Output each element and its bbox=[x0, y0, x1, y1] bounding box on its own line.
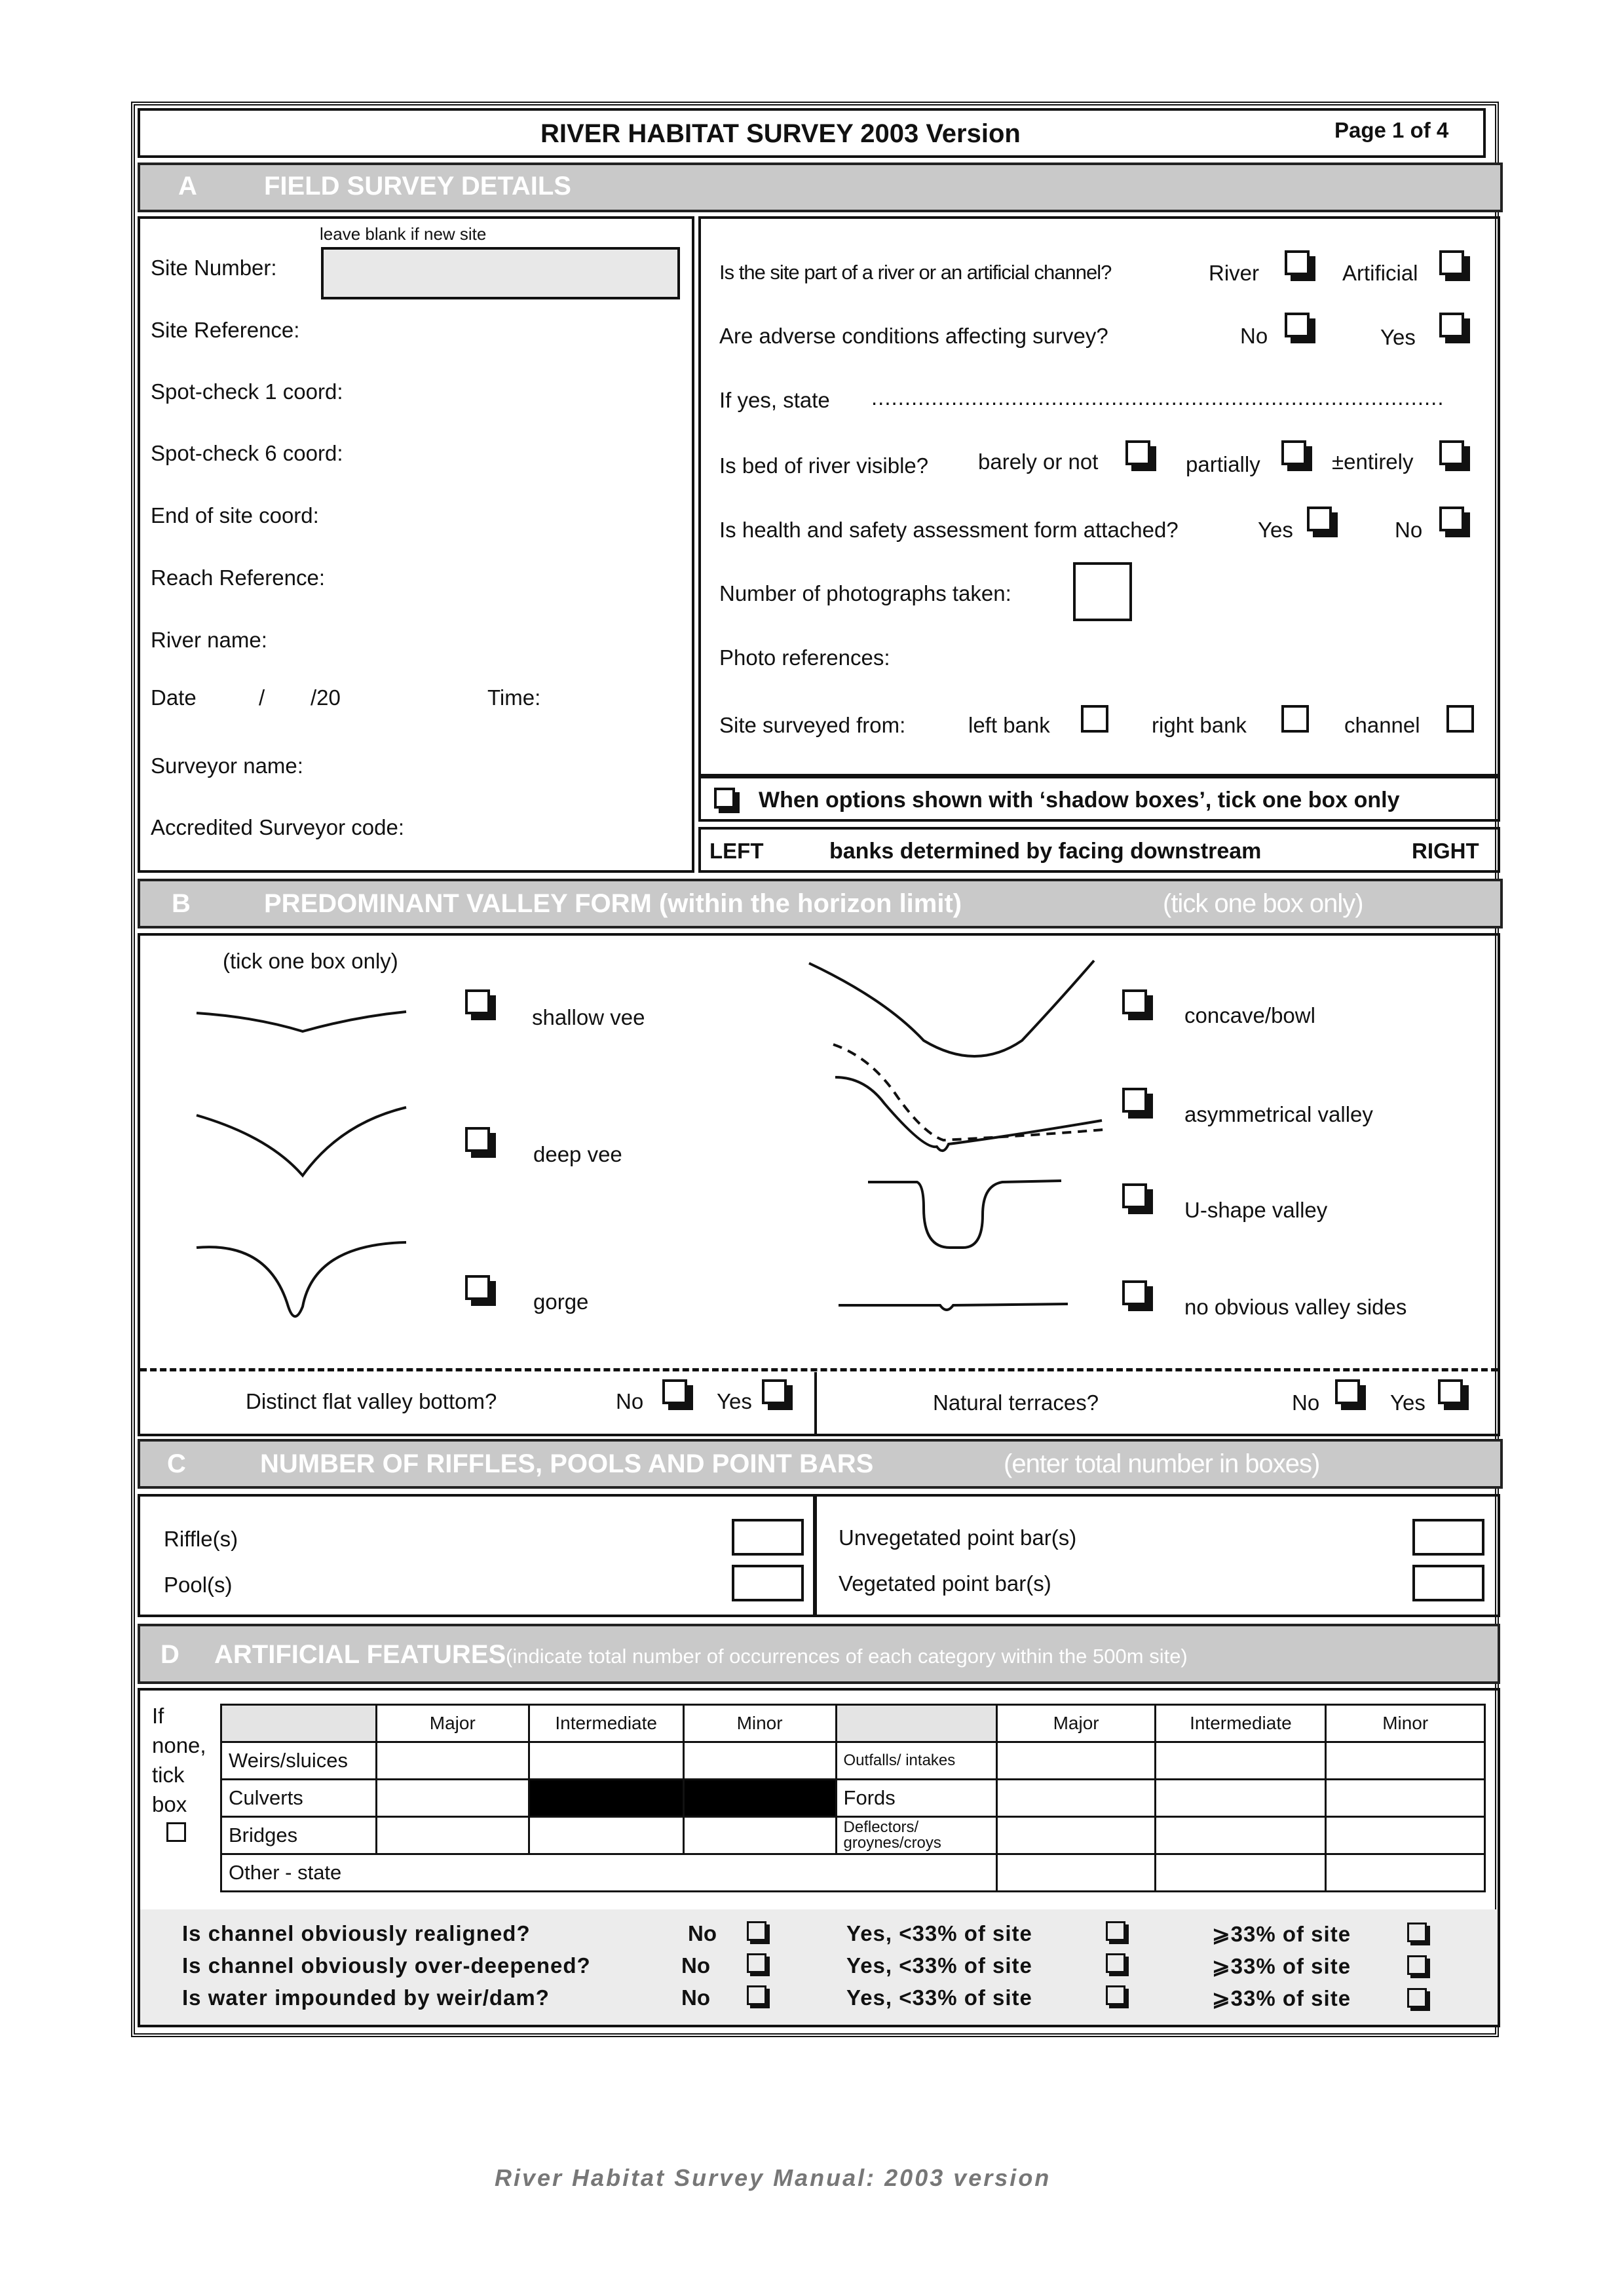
shadow-box-example bbox=[714, 788, 735, 809]
col-major-right: Major bbox=[996, 1705, 1156, 1742]
bridges-label: Bridges bbox=[221, 1817, 377, 1854]
table-row bbox=[221, 1854, 1485, 1892]
date-year: /20 bbox=[311, 685, 341, 710]
culverts-intermediate-blocked bbox=[529, 1780, 683, 1817]
over-deepened-yes-checkbox[interactable] bbox=[1106, 1953, 1125, 1973]
impounded-yes-checkbox[interactable] bbox=[1106, 1985, 1125, 2005]
shallow-vee-label: shallow vee bbox=[532, 1005, 645, 1029]
adverse-question: Are adverse conditions affecting survey? bbox=[719, 324, 1108, 348]
other-minor-cell[interactable] bbox=[1326, 1854, 1485, 1892]
adverse-yes-label: Yes bbox=[1380, 325, 1416, 349]
artificial-features-table bbox=[220, 1704, 1486, 1892]
end-of-site-label: End of site coord: bbox=[151, 503, 319, 527]
section-b-note: (tick one box only) bbox=[1163, 889, 1363, 918]
bridges-intermediate-cell[interactable] bbox=[529, 1817, 683, 1854]
fords-intermediate-cell[interactable] bbox=[1156, 1780, 1326, 1817]
photo-references-label: Photo references: bbox=[719, 645, 890, 670]
outfalls-major-cell[interactable] bbox=[996, 1742, 1156, 1780]
valley-bottom-divider bbox=[814, 1372, 817, 1435]
bed-barely-label: barely or not bbox=[978, 450, 1099, 474]
u-shape-valley-label: U-shape valley bbox=[1184, 1198, 1328, 1222]
photographs-count-input[interactable] bbox=[1073, 562, 1132, 621]
weirs-minor-cell[interactable] bbox=[683, 1742, 836, 1780]
fords-minor-cell[interactable] bbox=[1326, 1780, 1485, 1817]
impounded-more-label: ⩾33% of site bbox=[1212, 1986, 1351, 2010]
impounded-no-label: No bbox=[681, 1985, 710, 2010]
health-safety-question: Is health and safety assessment form attached? bbox=[719, 518, 1179, 542]
site-number-label: Site Number: bbox=[151, 256, 277, 280]
unvegetated-bars-input[interactable] bbox=[1412, 1519, 1484, 1556]
terraces-yes-checkbox[interactable] bbox=[1438, 1379, 1463, 1404]
river-name-label: River name: bbox=[151, 628, 267, 652]
bed-partially-label: partially bbox=[1186, 452, 1260, 476]
site-number-hint: leave blank if new site bbox=[320, 224, 487, 244]
page-number: Page 1 of 4 bbox=[1334, 118, 1449, 142]
culverts-minor-blocked bbox=[683, 1780, 836, 1817]
riffles-pools-panel bbox=[138, 1494, 816, 1617]
artificial-option-label: Artificial bbox=[1342, 261, 1418, 285]
adverse-no-label: No bbox=[1240, 324, 1268, 348]
vegetated-bars-input[interactable] bbox=[1412, 1565, 1484, 1601]
deep-vee-checkbox[interactable] bbox=[465, 1127, 490, 1152]
asymmetric-valley-checkbox[interactable] bbox=[1122, 1088, 1147, 1113]
health-no-checkbox[interactable] bbox=[1439, 507, 1464, 531]
concave-bowl-profile bbox=[809, 961, 1094, 1056]
no-valley-sides-label: no obvious valley sides bbox=[1184, 1295, 1407, 1319]
valley-tick-note: (tick one box only) bbox=[223, 949, 398, 973]
right-bank-checkbox[interactable] bbox=[1281, 705, 1309, 733]
bed-entirely-label: ±entirely bbox=[1332, 450, 1414, 474]
u-shape-profile bbox=[868, 1181, 1061, 1248]
spot-check-1-label: Spot-check 1 coord: bbox=[151, 379, 343, 404]
site-reference-label: Site Reference: bbox=[151, 318, 300, 342]
deflectors-minor-cell[interactable] bbox=[1326, 1817, 1485, 1854]
section-d-letter: D bbox=[161, 1640, 179, 1669]
surveyor-name-label: Surveyor name: bbox=[151, 754, 303, 778]
realigned-question: Is channel obviously realigned? bbox=[182, 1921, 531, 1945]
col-minor-left: Minor bbox=[683, 1705, 836, 1742]
site-number-input[interactable] bbox=[321, 247, 680, 299]
weirs-intermediate-cell[interactable] bbox=[529, 1742, 683, 1780]
date-label: Date bbox=[151, 685, 197, 710]
terraces-no-label: No bbox=[1292, 1390, 1320, 1415]
bridges-minor-cell[interactable] bbox=[683, 1817, 836, 1854]
if-none-line-2: none, bbox=[152, 1733, 206, 1757]
over-deepened-yes-label: Yes, <33% of site bbox=[846, 1953, 1032, 1978]
left-bank-label: left bank bbox=[968, 713, 1050, 737]
shallow-vee-checkbox[interactable] bbox=[465, 989, 490, 1014]
photographs-question: Number of photographs taken: bbox=[719, 581, 1011, 605]
banks-note-text: banks determined by facing downstream bbox=[829, 839, 1262, 864]
if-none-line-1: If bbox=[152, 1704, 164, 1728]
flat-valley-no-label: No bbox=[616, 1389, 644, 1413]
section-d-note: (indicate total number of occurrences of each category within the 500m site) bbox=[506, 1645, 1188, 1668]
section-d-title: ARTIFICIAL FEATURES bbox=[214, 1640, 506, 1669]
other-major-cell[interactable] bbox=[996, 1854, 1156, 1892]
outfalls-intermediate-cell[interactable] bbox=[1156, 1742, 1326, 1780]
channel-checkbox[interactable] bbox=[1446, 705, 1474, 733]
col-intermediate-right: Intermediate bbox=[1156, 1705, 1326, 1742]
section-a-title: FIELD SURVEY DETAILS bbox=[264, 172, 571, 201]
col-major-left: Major bbox=[376, 1705, 529, 1742]
over-deepened-question: Is channel obviously over-deepened? bbox=[182, 1953, 591, 1978]
right-bank-marker: RIGHT bbox=[1412, 839, 1479, 863]
u-shape-valley-checkbox[interactable] bbox=[1122, 1183, 1147, 1208]
realigned-yes-label: Yes, <33% of site bbox=[846, 1921, 1032, 1945]
shadow-box-note-text: When options shown with ‘shadow boxes’, tick one box only bbox=[759, 788, 1400, 813]
weirs-sluices-label: Weirs/sluices bbox=[221, 1742, 377, 1780]
health-yes-checkbox[interactable] bbox=[1307, 507, 1332, 531]
gorge-label: gorge bbox=[533, 1290, 589, 1314]
table-row bbox=[221, 1817, 1485, 1854]
deflectors-major-cell[interactable] bbox=[996, 1817, 1156, 1854]
flat-valley-no-checkbox[interactable] bbox=[662, 1379, 687, 1404]
over-deepened-no-label: No bbox=[681, 1953, 710, 1978]
pools-label: Pool(s) bbox=[164, 1573, 233, 1597]
col-minor-right: Minor bbox=[1326, 1705, 1485, 1742]
realigned-no-checkbox[interactable] bbox=[747, 1921, 766, 1941]
adverse-no-checkbox[interactable] bbox=[1285, 313, 1310, 337]
if-yes-state-label: If yes, state bbox=[719, 388, 830, 412]
culverts-major-cell[interactable] bbox=[376, 1780, 529, 1817]
unvegetated-bars-label: Unvegetated point bar(s) bbox=[839, 1525, 1077, 1550]
reach-reference-label: Reach Reference: bbox=[151, 565, 325, 590]
date-separator: / bbox=[259, 685, 265, 710]
other-intermediate-cell[interactable] bbox=[1156, 1854, 1326, 1892]
terraces-no-checkbox[interactable] bbox=[1335, 1379, 1360, 1404]
section-c-title: NUMBER OF RIFFLES, POOLS AND POINT BARS bbox=[260, 1449, 874, 1478]
no-valley-sides-profile bbox=[839, 1304, 1068, 1310]
realigned-yes-checkbox[interactable] bbox=[1106, 1921, 1125, 1941]
deflectors-intermediate-cell[interactable] bbox=[1156, 1817, 1326, 1854]
section-b-letter: B bbox=[172, 889, 191, 918]
left-bank-marker: LEFT bbox=[709, 839, 764, 863]
impounded-yes-label: Yes, <33% of site bbox=[846, 1985, 1032, 2010]
terraces-yes-label: Yes bbox=[1390, 1390, 1426, 1415]
site-questions-panel bbox=[698, 216, 1500, 776]
channel-label: channel bbox=[1344, 713, 1420, 737]
if-none-line-3: tick bbox=[152, 1763, 185, 1787]
left-bank-checkbox[interactable] bbox=[1081, 705, 1108, 733]
river-option-label: River bbox=[1209, 261, 1260, 285]
if-none-checkbox[interactable] bbox=[166, 1822, 186, 1842]
flat-valley-yes-checkbox[interactable] bbox=[762, 1379, 787, 1404]
fords-label: Fords bbox=[836, 1780, 996, 1817]
realigned-more-checkbox[interactable] bbox=[1407, 1923, 1427, 1942]
valley-profiles bbox=[138, 933, 1500, 1352]
no-valley-sides-checkbox[interactable] bbox=[1122, 1280, 1147, 1305]
time-label: Time: bbox=[487, 685, 541, 710]
adverse-yes-checkbox[interactable] bbox=[1439, 313, 1464, 337]
page-footer: River Habitat Survey Manual: 2003 version bbox=[495, 2164, 1051, 2191]
surveyed-from-label: Site surveyed from: bbox=[719, 713, 906, 737]
if-yes-state-line[interactable]: ...................................................................................... bbox=[871, 385, 1445, 410]
vegetated-bars-label: Vegetated point bar(s) bbox=[839, 1571, 1051, 1596]
bed-visible-question: Is bed of river visible? bbox=[719, 453, 929, 478]
flat-valley-question: Distinct flat valley bottom? bbox=[246, 1389, 497, 1413]
section-c-letter: C bbox=[167, 1449, 186, 1478]
over-deepened-more-checkbox[interactable] bbox=[1407, 1955, 1427, 1975]
spot-check-6-label: Spot-check 6 coord: bbox=[151, 441, 343, 465]
realigned-no-label: No bbox=[688, 1921, 717, 1945]
section-c-note: (enter total number in boxes) bbox=[1004, 1449, 1320, 1478]
asymmetric-valley-label: asymmetrical valley bbox=[1184, 1102, 1373, 1126]
table-row bbox=[221, 1780, 1485, 1817]
pools-input[interactable] bbox=[732, 1565, 804, 1601]
concave-bowl-checkbox[interactable] bbox=[1122, 989, 1147, 1014]
accredited-code-label: Accredited Surveyor code: bbox=[151, 815, 405, 839]
section-b-title: PREDOMINANT VALLEY FORM (within the horizon limit) bbox=[264, 889, 962, 918]
table-row bbox=[221, 1742, 1485, 1780]
riffles-input[interactable] bbox=[732, 1519, 804, 1556]
form-title: RIVER HABITAT SURVEY 2003 Version bbox=[540, 119, 1021, 148]
health-no-label: No bbox=[1395, 518, 1423, 542]
gorge-profile bbox=[197, 1242, 406, 1316]
weirs-major-cell[interactable] bbox=[376, 1742, 529, 1780]
bed-entirely-checkbox[interactable] bbox=[1439, 440, 1464, 465]
valley-divider bbox=[140, 1368, 1498, 1371]
right-bank-label: right bank bbox=[1152, 713, 1247, 737]
terraces-question: Natural terraces? bbox=[933, 1390, 1099, 1415]
impounded-more-checkbox[interactable] bbox=[1407, 1988, 1427, 2008]
table-corner-left bbox=[221, 1705, 377, 1742]
over-deepened-more-label: ⩾33% of site bbox=[1212, 1954, 1351, 1978]
deep-vee-label: deep vee bbox=[533, 1142, 622, 1166]
river-question: Is the site part of a river or an artificial channel? bbox=[719, 261, 1112, 284]
realigned-more-label: ⩾33% of site bbox=[1212, 1922, 1351, 1946]
impounded-question: Is water impounded by weir/dam? bbox=[182, 1985, 550, 2010]
fords-major-cell[interactable] bbox=[996, 1780, 1156, 1817]
section-a-letter: A bbox=[178, 172, 197, 201]
deep-vee-profile bbox=[197, 1107, 406, 1176]
impounded-no-checkbox[interactable] bbox=[747, 1985, 766, 2005]
gorge-checkbox[interactable] bbox=[465, 1275, 490, 1300]
bridges-major-cell[interactable] bbox=[376, 1817, 529, 1854]
health-yes-label: Yes bbox=[1258, 518, 1293, 542]
bed-barely-checkbox[interactable] bbox=[1125, 440, 1150, 465]
river-checkbox[interactable] bbox=[1285, 250, 1310, 275]
culverts-label: Culverts bbox=[221, 1780, 377, 1817]
point-bars-panel bbox=[814, 1494, 1500, 1617]
table-corner-right bbox=[836, 1705, 996, 1742]
over-deepened-no-checkbox[interactable] bbox=[747, 1953, 766, 1973]
flat-valley-yes-label: Yes bbox=[717, 1389, 752, 1413]
outfalls-intakes-label: Outfalls/ intakes bbox=[836, 1742, 996, 1780]
riffles-label: Riffle(s) bbox=[164, 1527, 238, 1551]
other-state-label[interactable]: Other - state bbox=[221, 1854, 997, 1892]
col-intermediate-left: Intermediate bbox=[529, 1705, 683, 1742]
outfalls-minor-cell[interactable] bbox=[1326, 1742, 1485, 1780]
artificial-checkbox[interactable] bbox=[1439, 250, 1464, 275]
deflectors-label: Deflectors/ groynes/croys bbox=[836, 1817, 996, 1854]
bed-partially-checkbox[interactable] bbox=[1281, 440, 1306, 465]
concave-bowl-label: concave/bowl bbox=[1184, 1003, 1315, 1027]
shallow-vee-profile bbox=[197, 1012, 406, 1031]
if-none-line-4: box bbox=[152, 1792, 187, 1816]
